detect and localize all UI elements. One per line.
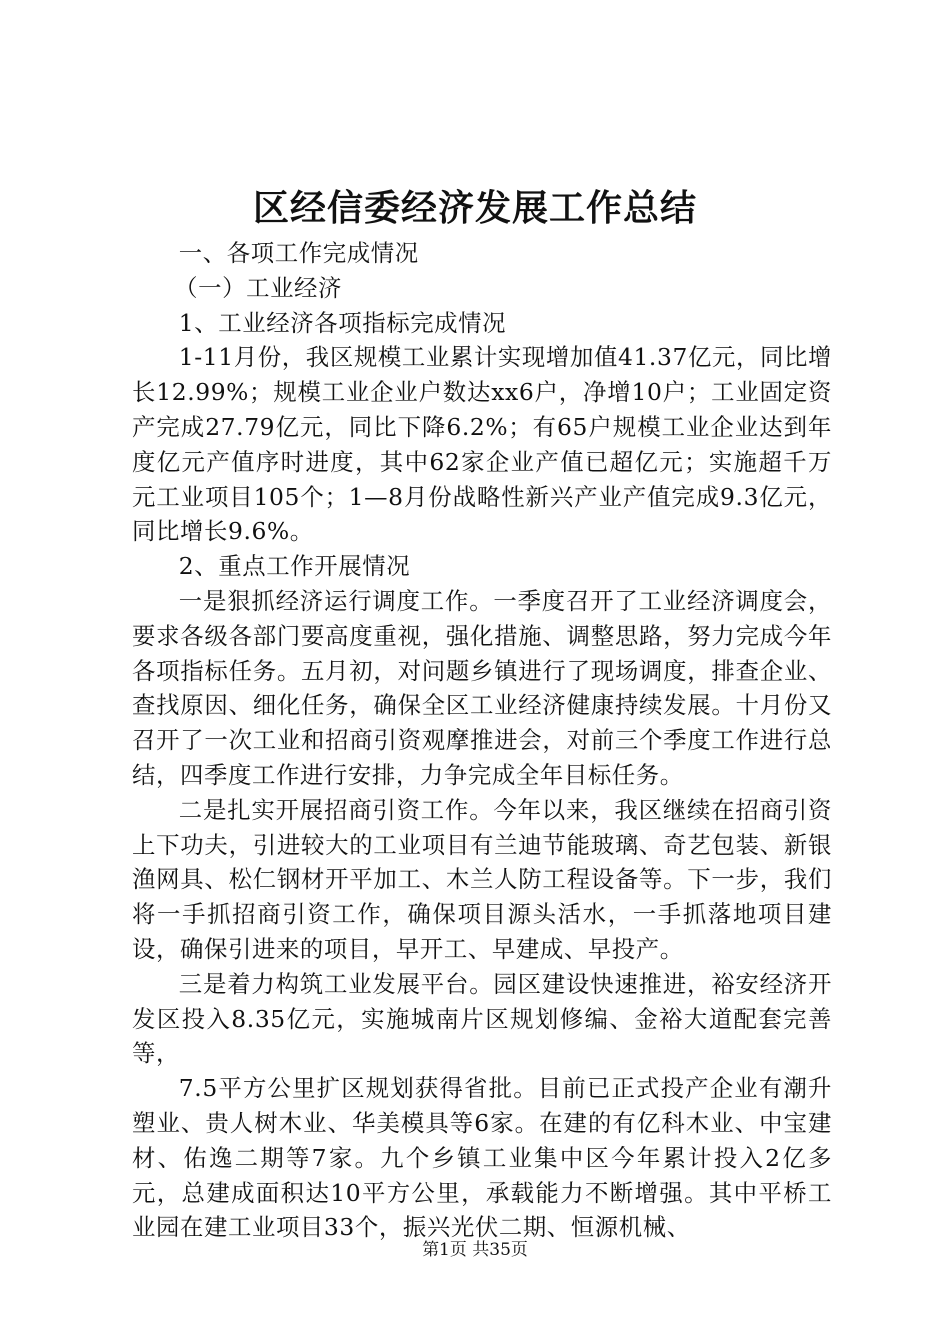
document-title: 区经信委经济发展工作总结 [252,187,697,229]
section-heading: 一、各项工作完成情况 [178,239,419,267]
body-paragraph: 1-11月份，我区规模工业累计实现增加值41.37亿元，同比增长12.99%；规模工业企业户数达xx6户，净增10户；工业固定资产完成27.79亿元，同比下降6.2%；有65户规模工业企业达到年度亿元产值序时进度，其中62家企业产值已超亿元；实施超千万元工业项目105个；1—8月份战略性新兴产业产值完成9.3亿元，同比增长9.6%。 [132,343,832,546]
page-footer: 第1页 共35页 [422,1240,528,1260]
body-paragraph: 三是着力构筑工业发展平台。园区建设快速推进，裕安经济开发区投入8.35亿元，实施城南片区规划修编、金裕大道配套完善等， [132,969,832,1068]
item-heading: 1、工业经济各项指标完成情况 [178,308,507,337]
body-paragraph: 一是狠抓经济运行调度工作。一季度召开了工业经济调度会，要求各级各部门要高度重视，强化措施、调整思路，努力完成今年各项指标任务。五月初，对问题乡镇进行了现场调度，排查企业、查找原因、细化任务，确保全区工业经济健康持续发展。十月份又召开了一次工业和招商引资观摩推进会，对前三个季度工作进行总结，四季度工作进行安排，力争完成全年目标任务。 [132,586,832,789]
item-heading: 2、重点工作开展情况 [178,552,411,581]
subsection-heading: （一）工业经济 [174,273,343,302]
body-paragraph: 7.5平方公里扩区规划获得省批。目前已正式投产企业有潮升塑业、贵人树木业、华美模具等6家。在建的有亿科木业、中宝建材、佑逸二期等7家。九个乡镇工业集中区今年累计投入2亿多元，总建成面积达10平方公里，承载能力不断增强。其中平桥工业园在建工业项目33个，振兴光伏二期、恒源机械、 [132,1074,832,1242]
body-paragraph: 二是扎实开展招商引资工作。今年以来，我区继续在招商引资上下功夫，引进较大的工业项目有兰迪节能玻璃、奇艺包装、新银渔网具、松仁钢材开平加工、木兰人防工程设备等。下一步，我们将一手抓招商引资工作，确保项目源头活水，一手抓落地项目建设，确保引进来的项目，早开工、早建成、早投产。 [132,795,832,963]
document-body [132,236,832,1245]
